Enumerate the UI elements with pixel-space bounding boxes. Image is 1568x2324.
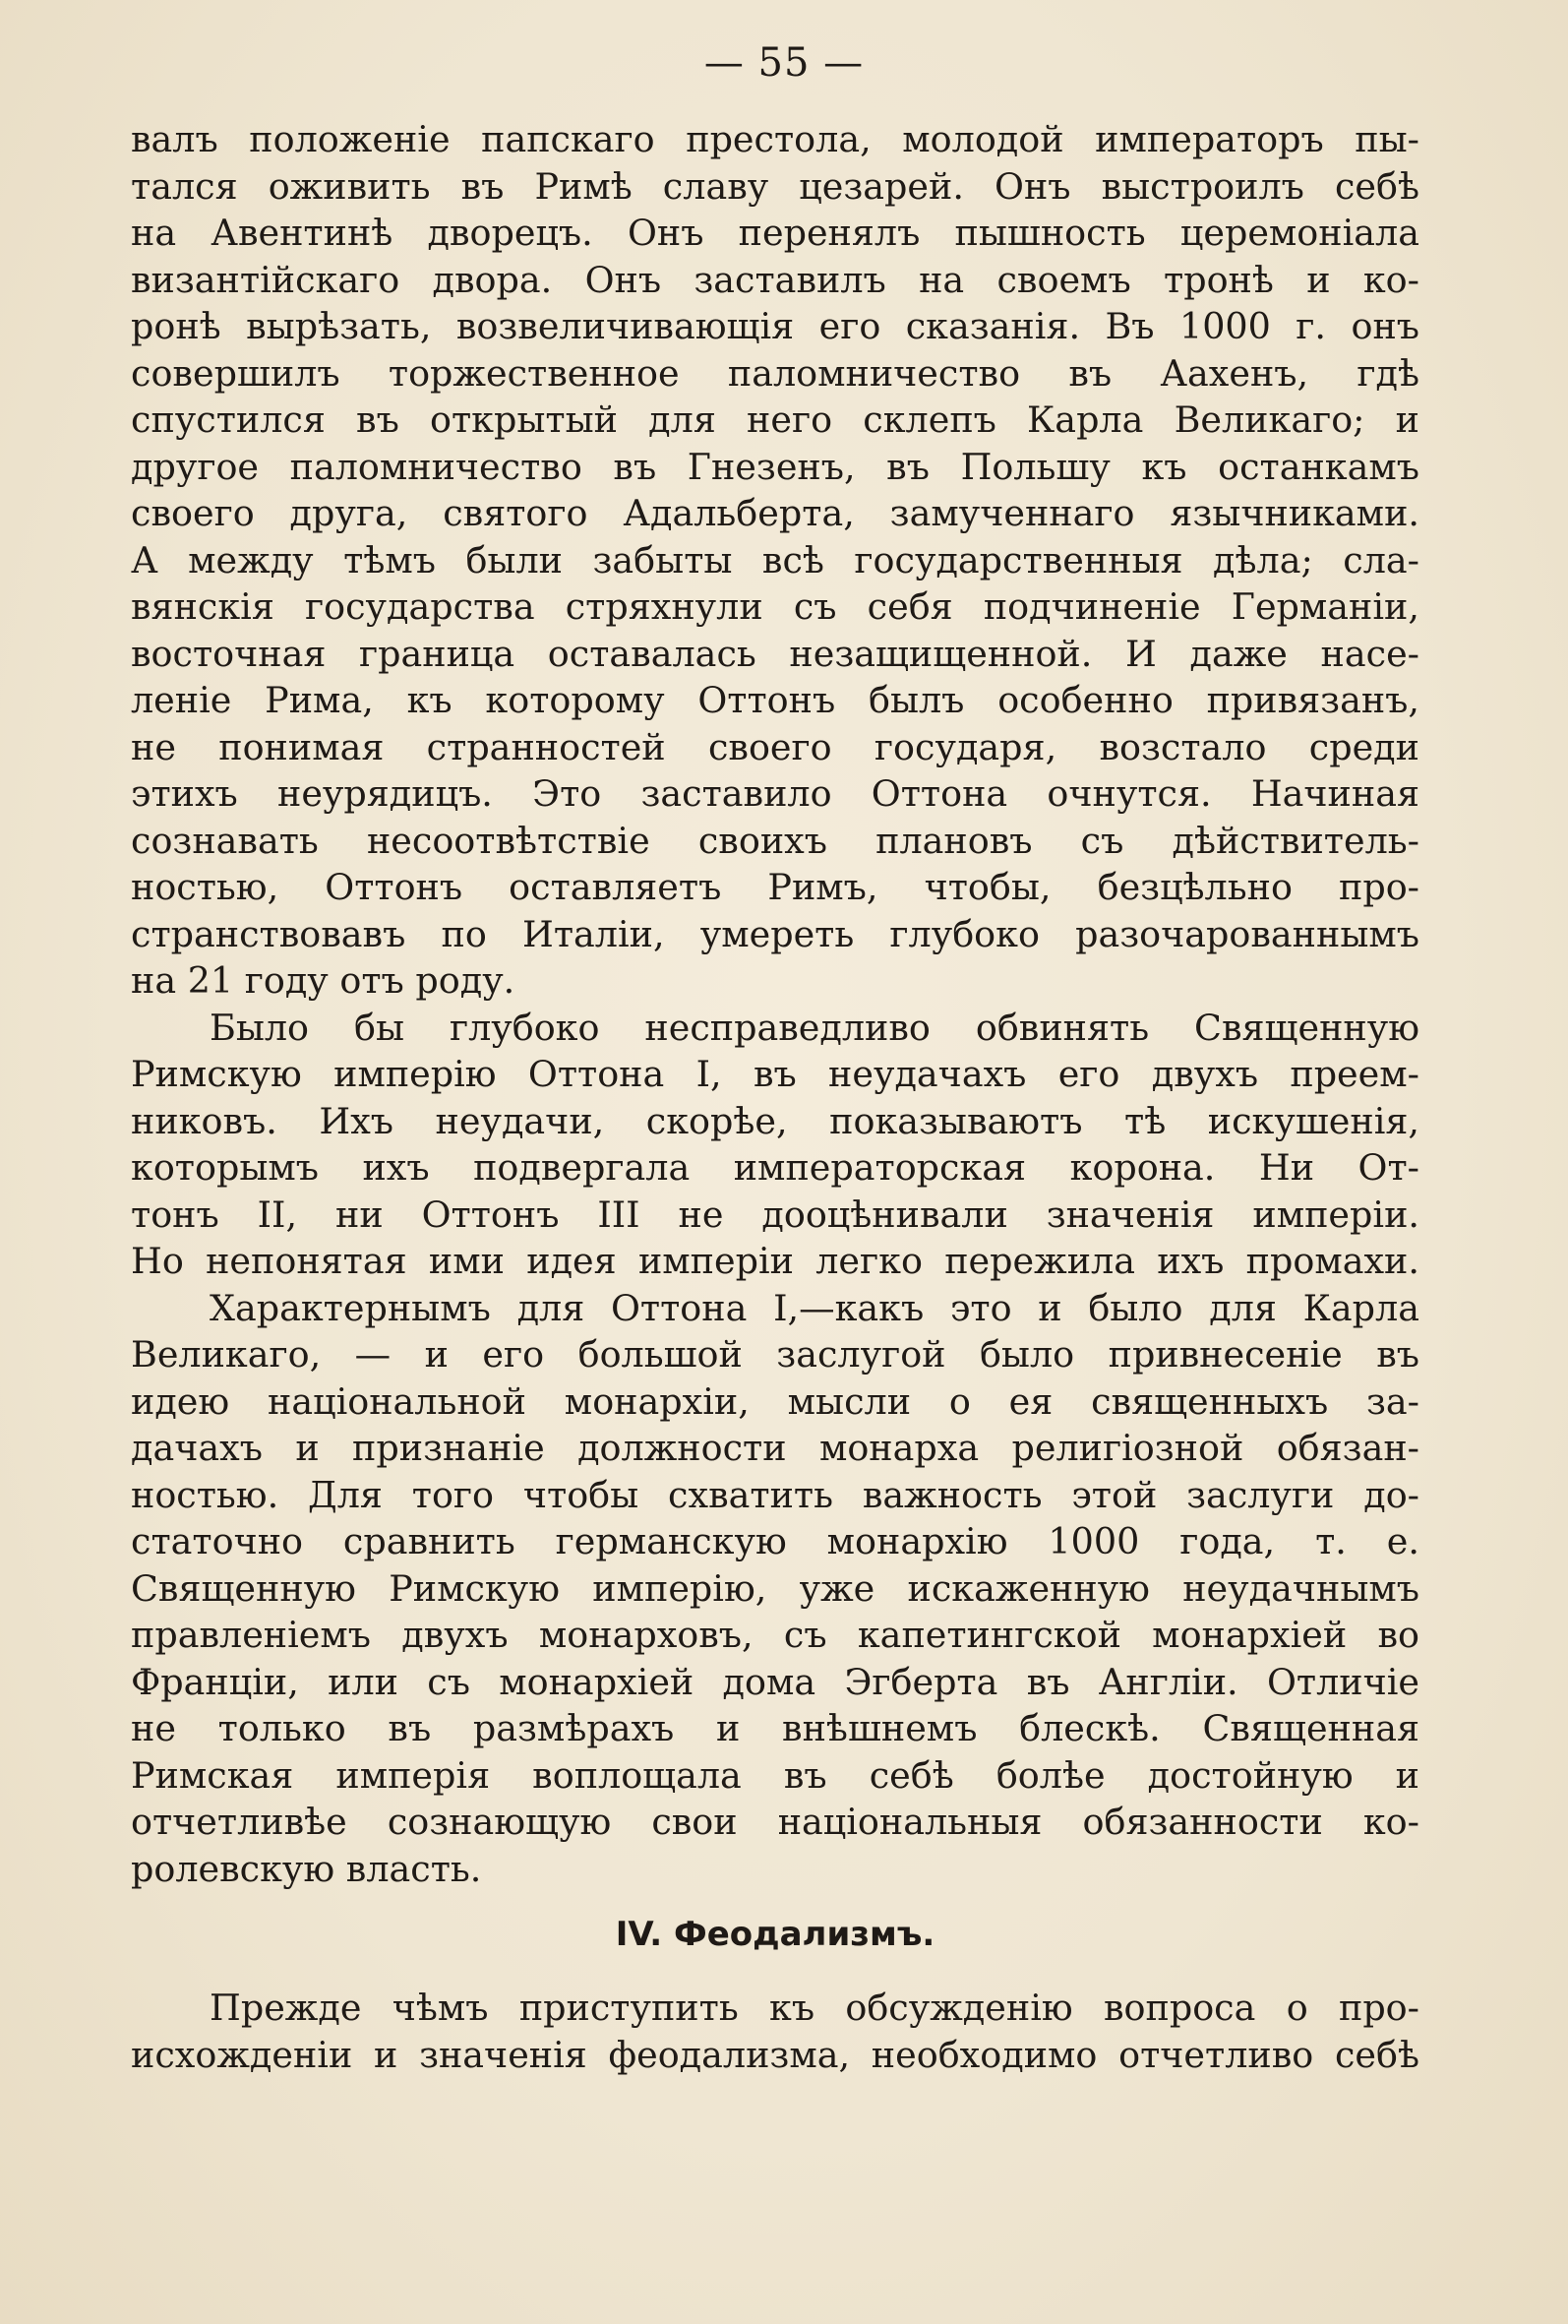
text-line: Римскую имперію Оттона I, въ неудачахъ его двухъ преем- <box>131 1053 1419 1095</box>
text-line: Великаго, — и его большой заслугой было привнесеніе въ <box>131 1333 1419 1376</box>
text-line: никовъ. Ихъ неудачи, скорѣе, показываютъ тѣ искушенія, <box>131 1099 1419 1142</box>
text-line: на Авентинѣ дворецъ. Онъ перенялъ пышность церемоніала <box>131 212 1419 254</box>
text-line: идею національной монархіи, мысли о ея священныхъ за- <box>131 1379 1419 1423</box>
text-line: ностью, Оттонъ оставляетъ Римъ, чтобы, безцѣльно про- <box>131 866 1419 908</box>
section-heading: IV. Феодализмъ. <box>615 1915 935 1954</box>
paragraph-feudalism-intro <box>131 1985 1419 2078</box>
paragraph-otto-iii <box>131 116 1419 1005</box>
text-line: тонъ II, ни Оттонъ III не дооцѣнивали значенія имперіи. <box>131 1193 1419 1236</box>
text-line: правленіемъ двухъ монарховъ, съ капетингской монархіей во <box>131 1614 1419 1656</box>
page-text <box>131 116 1419 2078</box>
text-line: тался оживить въ Римѣ славу цезарей. Онъ выстроилъ себѣ <box>131 164 1419 208</box>
page-number: — 55 — <box>703 40 865 86</box>
text-line: отчетливѣе сознающую свои національныя обязанности ко- <box>131 1801 1419 1843</box>
text-line: которымъ ихъ подвергала императорская корона. Ни От- <box>131 1146 1419 1189</box>
text-line: византійскаго двора. Онъ заставилъ на своемъ тронѣ и ко- <box>131 258 1419 301</box>
paragraph-otto-i-merit <box>131 1285 1419 1893</box>
text-line: Франціи, или съ монархіей дома Эгберта въ Англіи. Отличіе <box>131 1660 1419 1703</box>
text-line: другое паломничество въ Гнезенъ, въ Польшу къ останкамъ <box>131 445 1419 488</box>
text-line: вянскія государства стряхнули съ себя подчиненіе Германіи, <box>131 585 1419 628</box>
text-line: Было бы глубоко несправедливо обвинять Священную <box>210 1006 1419 1049</box>
text-line: спустился въ открытый для него склепъ Карла Великаго; и <box>131 398 1419 441</box>
text-line: совершилъ торжественное паломничество въ Аахенъ, гдѣ <box>131 351 1419 395</box>
text-line: восточная граница оставалась незащищенной. И даже насе- <box>131 632 1419 675</box>
text-line: ролевскую власть. <box>131 1847 482 1890</box>
text-line: исхожденіи и значенія феодализма, необходимо отчетливо себѣ <box>131 2033 1419 2076</box>
text-line: этихъ неурядицъ. Это заставило Оттона очнутся. Начиная <box>131 772 1419 815</box>
text-line: Но непонятая ими идея имперіи легко пережила ихъ промахи. <box>131 1240 1419 1282</box>
text-line: не понимая странностей своего государя, возстало среди <box>131 725 1419 768</box>
text-line: Римская имперія воплощала въ себѣ болѣе достойную и <box>131 1753 1419 1797</box>
text-line: ностью. Для того чтобы схватить важность этой заслуги до- <box>131 1473 1419 1516</box>
text-line: не только въ размѣрахъ и внѣшнемъ блескѣ. Священная <box>131 1707 1419 1749</box>
text-line: сознавать несоотвѣтствіе своихъ плановъ съ дѣйствитель- <box>131 819 1419 862</box>
text-line: Характернымъ для Оттона I,—какъ это и было для Карла <box>210 1286 1419 1329</box>
text-line: валъ положеніе папскаго престола, молодой императоръ пы- <box>131 118 1419 160</box>
text-line: Прежде чѣмъ приступить къ обсужденію вопроса о про- <box>210 1987 1419 2029</box>
text-line: странствовавъ по Италіи, умереть глубоко разочарованнымъ <box>131 912 1419 955</box>
text-line: ронѣ вырѣзать, возвеличивающія его сказанія. Въ 1000 г. онъ <box>131 305 1419 347</box>
text-line: дачахъ и признаніе должности монарха религіозной обязан- <box>131 1427 1419 1469</box>
text-line: статочно сравнить германскую монархію 1000 года, т. е. <box>131 1520 1419 1562</box>
text-line: своего друга, святого Адальберта, замученнаго язычниками. <box>131 492 1419 534</box>
text-line: Священную Римскую имперію, уже искаженную неудачнымъ <box>131 1566 1419 1610</box>
paragraph-successors <box>131 1005 1419 1285</box>
text-line: А между тѣмъ были забыты всѣ государственныя дѣла; сла- <box>131 538 1419 581</box>
text-line: на 21 году отъ роду. <box>131 959 515 1002</box>
text-line: леніе Рима, къ которому Оттонъ былъ особенно привязанъ, <box>131 679 1419 721</box>
